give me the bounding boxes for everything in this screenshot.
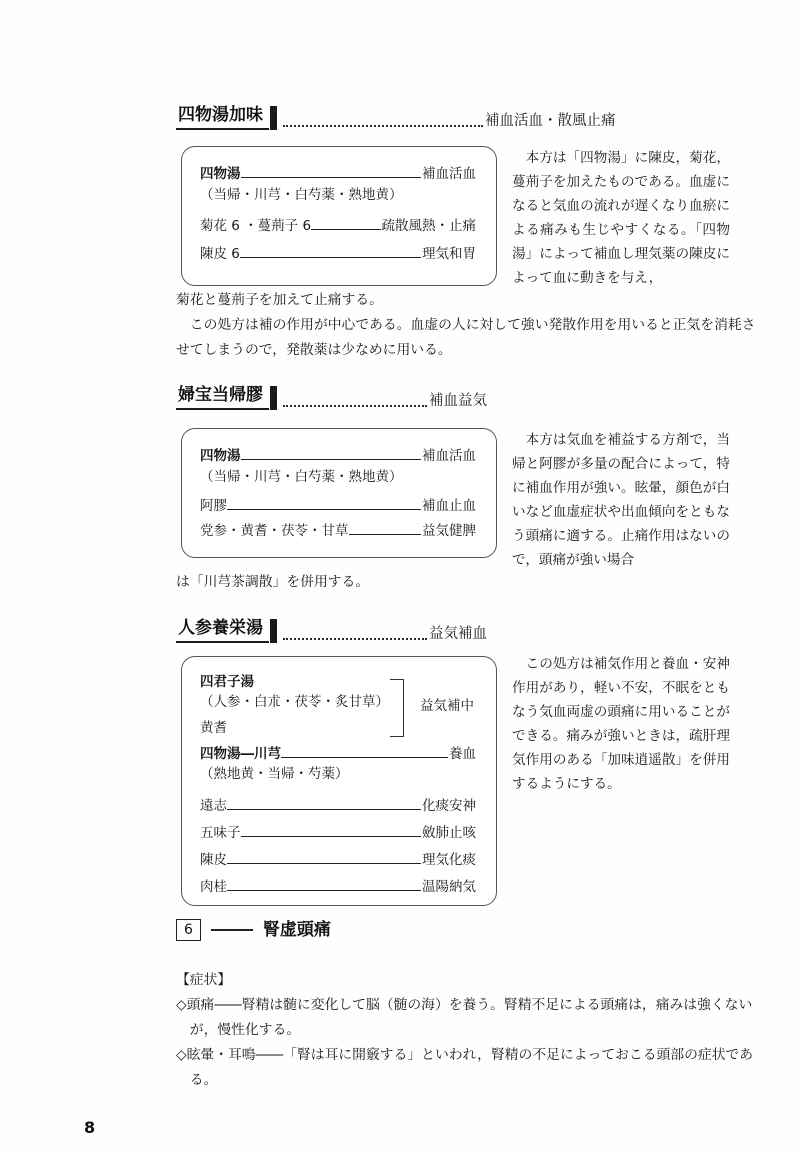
formula-ingredient: 陳皮: [200, 852, 227, 868]
formula-leader-line: [227, 508, 421, 510]
body-line: は「川芎茶調散」を併用する。: [176, 574, 370, 590]
commentary-text: 本方は「四物湯」に陳皮，菊花，蔓荊子を加えたものである。血虚になると気血の流れが遅くなり血瘀による痛みも生じやすくなる。「四物湯」によって補血し理気薬の陳皮によって血に動きを与え，: [512, 150, 730, 286]
commentary-2: [512, 428, 730, 572]
symptom-item: ◇頭痛――腎精は髄に変化して脳（髄の海）を養う。腎精不足による頭痛は，痛みは強くないが，慢性化する。: [176, 997, 753, 1038]
chapter-number: 6: [176, 919, 201, 941]
formula-action: 補血止血: [422, 498, 476, 514]
formula-row: [200, 217, 476, 235]
chapter-heading: [176, 919, 331, 941]
symptom-item: ◇眩暈・耳鳴――「腎は耳に開竅する」といわれ，腎精の不足によっておこる頭部の症状である。: [176, 1047, 754, 1088]
formula-action: 益気補中: [420, 698, 474, 714]
formula-ingredient: 四物湯―川芎: [200, 746, 281, 762]
leader-dots: [283, 114, 483, 127]
section-title: 四物湯加味: [176, 104, 269, 130]
section-title: 人参養栄湯: [176, 617, 269, 643]
formula-ingredient: 四物湯: [200, 166, 241, 182]
section-header-2: [176, 380, 487, 410]
section-header-1: [176, 100, 616, 130]
section-effect: 補血益気: [429, 393, 487, 409]
formula-box-1: [181, 146, 497, 286]
formula-ingredient: 五味子: [200, 825, 241, 841]
chapter-title: 腎虚頭痛: [262, 920, 331, 940]
formula-ingredient: 遠志: [200, 798, 227, 814]
formula-row: [200, 851, 476, 869]
formula-row: [200, 824, 476, 842]
formula-row: [200, 245, 476, 263]
formula-action: 理気和胃: [422, 246, 476, 262]
grouping-bracket: [390, 679, 404, 737]
formula-action: 補血活血: [422, 166, 476, 182]
formula-leader-line: [311, 228, 380, 230]
formula-row: [200, 878, 476, 896]
formula-action: 補血活血: [422, 448, 476, 464]
formula-leader-line: [227, 808, 421, 810]
formula-action: 化痰安神: [422, 798, 476, 814]
formula-row: [200, 745, 476, 763]
formula-leader-line: [241, 176, 422, 178]
formula-leader-line: [281, 756, 448, 758]
formula-leader-line: [240, 256, 421, 258]
formula-ingredient: 四物湯: [200, 448, 241, 464]
formula-action: 温陽納気: [422, 879, 476, 895]
formula-leader-line: [349, 533, 422, 535]
formula-row: [200, 797, 476, 815]
commentary-text: 本方は気血を補益する方剤で，当帰と阿膠が多量の配合によって，特に補血作用が強い。眩暈，顔色が白いなど血虚症状や出血傾向をともなう頭痛に適する。止痛作用はないので，頭痛が強い場合: [512, 432, 730, 568]
chapter-dash: [211, 929, 253, 931]
body-paragraphs-1: [176, 288, 768, 363]
formula-ingredient: 党参・黄耆・茯苓・甘草: [200, 523, 349, 539]
section-title: 婦宝当帰膠: [176, 384, 269, 410]
formula-action: 理気化痰: [422, 852, 476, 868]
formula-ingredient-bold: 四君子湯: [200, 674, 254, 690]
formula-subingredients: （人参・白朮・茯苓・炙甘草）: [200, 694, 389, 710]
formula-ingredient: 黄耆: [200, 720, 227, 736]
formula-action: 疏散風熱・止痛: [381, 218, 476, 234]
section-effect: 益気補血: [429, 626, 487, 642]
formula-row: [200, 497, 476, 515]
commentary-3: [512, 652, 730, 796]
commentary-1: [512, 146, 730, 290]
formula-ingredient: 菊花 6 ・蔓荊子 6: [200, 218, 312, 234]
formula-ingredient: 陳皮 6: [200, 246, 240, 262]
formula-row: [200, 165, 476, 183]
section-tab-bar: [270, 386, 277, 410]
formula-subingredients: （熟地黄・当帰・芍薬）: [200, 766, 349, 782]
section-tab-bar: [270, 106, 277, 130]
formula-row: [200, 447, 476, 465]
formula-action: 斂肺止咳: [422, 825, 476, 841]
formula-leader-line: [227, 889, 421, 891]
formula-action: 養血: [449, 746, 476, 762]
commentary-text: この処方は補気作用と養血・安神作用があり，軽い不安，不眠をともなう気血両虚の頭痛に用いることができる。痛みが強いときは，疏肝理気作用のある「加味逍遥散」を併用するようにする。: [512, 656, 730, 792]
formula-box-3: [181, 656, 497, 906]
formula-ingredient: 阿膠: [200, 498, 227, 514]
formula-row: [200, 522, 476, 540]
leader-dots: [283, 627, 427, 640]
symptoms-block: [176, 968, 770, 1093]
formula-subingredients: （当帰・川芎・白芍薬・熟地黄）: [200, 187, 403, 203]
formula-action: 益気健脾: [422, 523, 476, 539]
formula-leader-line: [227, 862, 421, 864]
formula-leader-line: [241, 458, 422, 460]
section-tab-bar: [270, 619, 277, 643]
formula-ingredient: 肉桂: [200, 879, 227, 895]
body-line: この処方は補の作用が中心である。血虚の人に対して強い発散作用を用いると正気を消耗させてしまうので，発散薬は少なめに用いる。: [176, 317, 756, 358]
section-effect: 補血活血・散風止痛: [485, 113, 616, 129]
body-paragraphs-2: [176, 570, 768, 595]
formula-subingredients: （当帰・川芎・白芍薬・熟地黄）: [200, 469, 403, 485]
symptoms-label: 【症状】: [176, 972, 232, 988]
section-header-3: [176, 613, 487, 643]
leader-dots: [283, 394, 427, 407]
page-number: 8: [84, 1118, 96, 1137]
body-line: 菊花と蔓荊子を加えて止痛する。: [176, 292, 383, 308]
formula-box-2: [181, 428, 497, 558]
formula-leader-line: [241, 835, 422, 837]
